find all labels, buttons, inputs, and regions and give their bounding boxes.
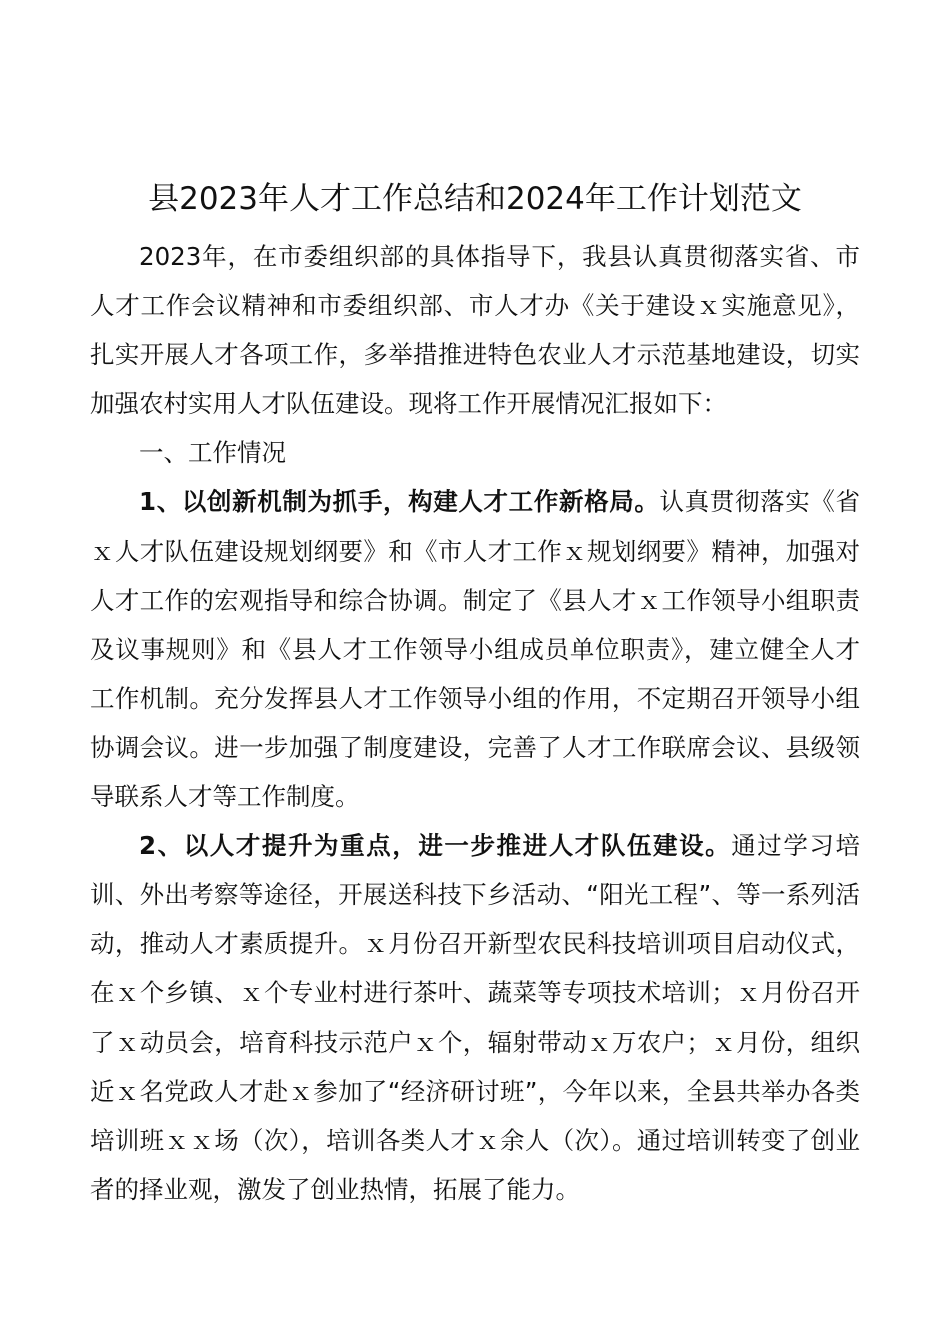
document-title: 县2023年人才工作总结和2024年工作计划范文 bbox=[148, 181, 802, 217]
intro-text: 2023年，在市委组织部的具体指导下，我县认真贯彻落实省、市人才工作会议精神和市委组织部、市人才办《关于建设ｘ实施意见》，扎实开展人才各项工作，多举措推进特色农业人才示范基地建设，切实加强农村实用人才队伍建设。现将工作开展情况汇报如下： bbox=[90, 242, 860, 419]
section-heading-text: 一、工作情况 bbox=[139, 438, 286, 468]
paragraph-1-lead: 1、以创新机制为抓手，构建人才工作新格局。 bbox=[139, 487, 660, 517]
section-heading bbox=[90, 428, 860, 477]
paragraph-item-2 bbox=[90, 821, 860, 1214]
paragraph-1-text: 认真贯彻落实《省ｘ人才队伍建设规划纲要》和《市人才工作ｘ规划纲要》精神，加强对人才工作的宏观指导和综合协调。制定了《县人才ｘ工作领导小组职责及议事规则》和《县人才工作领导小组成员单位职责》，建立健全人才工作机制。充分发挥县人才工作领导小组的作用，不定期召开领导小组协调会议。进一步加强了制度建设，完善了人才工作联席会议、县级领导联系人才等工作制度。 bbox=[90, 487, 861, 812]
paragraph-2-text: 通过学习培训、外出考察等途径，开展送科技下乡活动、“阳光工程”、等一系列活动，推动人才素质提升。ｘ月份召开新型农民科技培训项目启动仪式，在ｘ个乡镇、ｘ个专业村进行茶叶、蔬菜等专项技术培训；ｘ月份召开了ｘ动员会，培育科技示范户ｘ个，辐射带动ｘ万农户；ｘ月份，组织近ｘ名党政人才赴ｘ参加了“经济研讨班”，今年以来，全县共举办各类培训班ｘｘ场（次），培训各类人才ｘ余人（次）。通过培训转变了创业者的择业观，激发了创业热情，拓展了能力。 bbox=[90, 831, 861, 1204]
paragraph-2-lead: 2、以人才提升为重点，进一步推进人才队伍建设。 bbox=[139, 831, 732, 861]
paragraph-item-1 bbox=[90, 477, 860, 821]
intro-paragraph bbox=[90, 232, 860, 428]
document-body bbox=[90, 232, 860, 1214]
